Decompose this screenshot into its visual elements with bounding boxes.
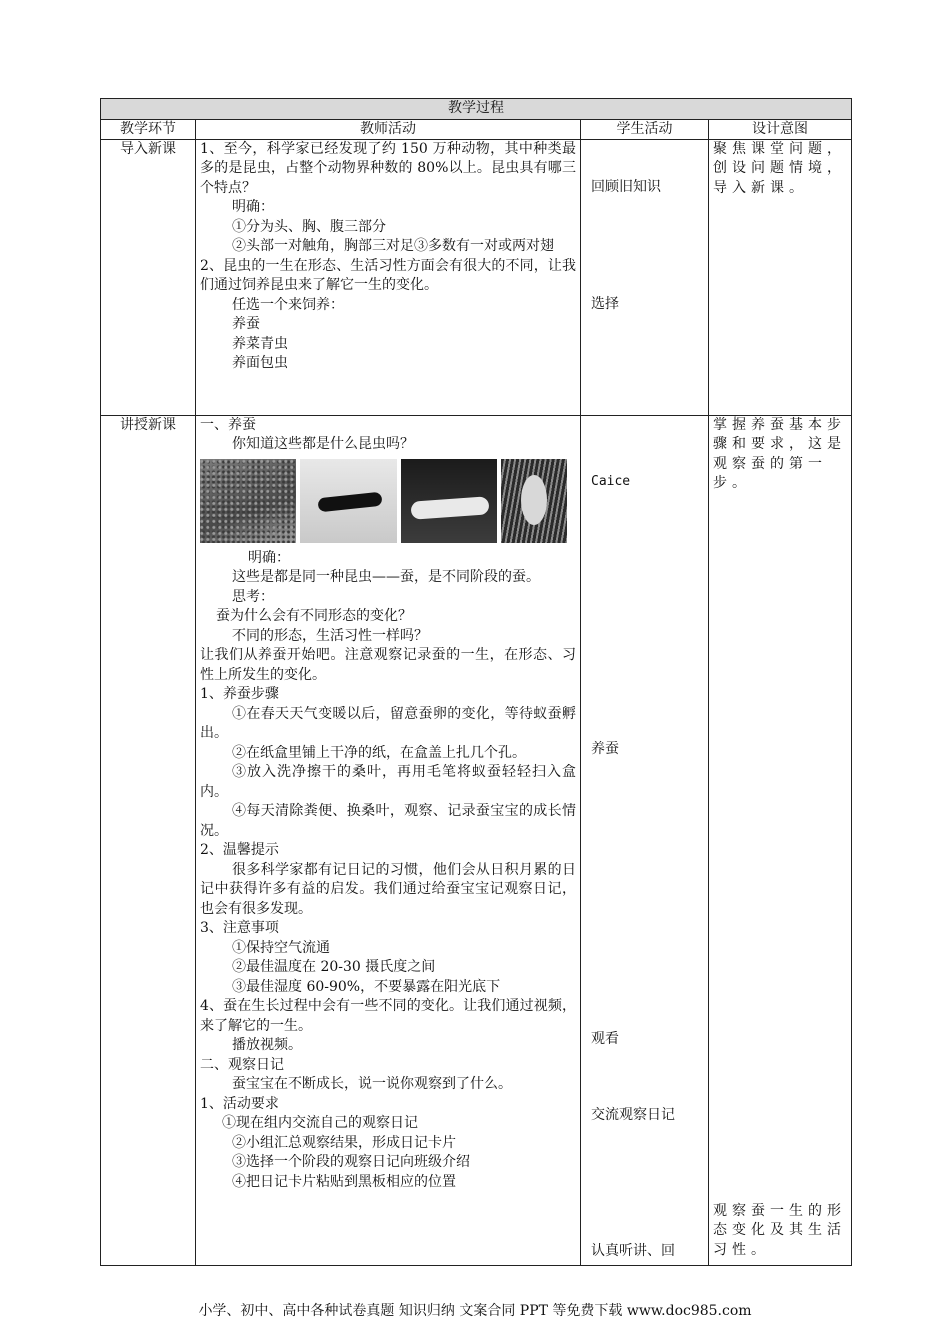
- teacher-text: ③选择一个阶段的观察日记向班级介绍: [232, 1154, 470, 1170]
- teacher-text: 让我们从养蚕开始吧。注意观察记录蚕的一生，在形态、习性上所发生的变化。: [200, 647, 576, 683]
- teacher-text: 1、养蚕步骤: [200, 686, 279, 702]
- teacher-text: 播放视频。: [232, 1037, 302, 1053]
- student-text: 养蚕: [591, 740, 619, 757]
- teacher-text: 很多科学家都有记日记的习惯，他们会从日积月累的日记中获得许多有益的启发。我们通过给蚕宝宝记观察日记，也会有很多发现。: [200, 861, 576, 917]
- student-text: 回顾旧知识: [591, 178, 661, 195]
- design-intent-cell: [709, 415, 852, 1265]
- teacher-text: 1、活动要求: [200, 1095, 279, 1112]
- teacher-text: 养蚕: [232, 316, 260, 332]
- header-design-intent: 设计意图: [709, 119, 852, 139]
- teacher-text: 明确：: [248, 549, 290, 566]
- header-stage: 教学环节: [101, 119, 196, 139]
- teacher-text: 养菜青虫: [232, 335, 288, 352]
- teacher-activity-cell: [196, 139, 581, 415]
- header-student-activity: 学生活动: [581, 119, 709, 139]
- table-row: [101, 415, 852, 1265]
- stage-cell: [101, 139, 196, 415]
- teacher-text: 不同的形态，生活习性一样吗？: [232, 627, 428, 644]
- teacher-text: 这些是都是同一种昆虫——蚕，是不同阶段的蚕。: [232, 569, 540, 585]
- stage-label: 导入新课: [120, 140, 176, 157]
- teacher-text: 1、至今，科学家已经发现了约 150 万种动物，其中种类最多的是昆虫，占整个动物界种数的 80%以上。昆虫具有哪三个特点？: [200, 140, 576, 196]
- silkworm-cocoon-photo: [501, 459, 567, 543]
- silkworm-eggs-photo: [200, 459, 296, 543]
- teacher-text: ②小组汇总观察结果，形成日记卡片: [232, 1134, 456, 1151]
- student-activity-cell: [581, 415, 709, 1265]
- teacher-text: ①现在组内交流自己的观察日记: [222, 1115, 418, 1131]
- table-caption: 教学过程: [101, 99, 852, 120]
- teacher-text: 你知道这些都是什么昆虫吗？: [232, 436, 414, 452]
- stage-cell: [101, 415, 196, 1265]
- silkworm-stage-photos: [200, 459, 576, 543]
- teacher-text: 明确：: [232, 199, 274, 215]
- teacher-text: ③放入洗净擦干的桑叶，再用毛笔将蚁蚕轻轻扫入盒内。: [200, 764, 576, 800]
- table-row: [101, 139, 852, 415]
- silkworm-larva-photo: [300, 459, 397, 543]
- teacher-text: 2、温馨提示: [200, 842, 279, 858]
- intent-text: 掌握养蚕基本步骤和要求，这是观察蚕的第一步。: [713, 416, 846, 491]
- teacher-text: ①在春天天气变暖以后，留意蚕卵的变化，等待蚁蚕孵出。: [200, 705, 576, 741]
- teacher-text: ①保持空气流通: [232, 939, 330, 956]
- teacher-text: 2、昆虫的一生在形态、生活习性方面会有很大的不同，让我们通过饲养昆虫来了解它一生的变化。: [200, 257, 576, 293]
- teacher-text: 二、观察日记: [200, 1056, 284, 1073]
- teacher-text: ②头部一对触角，胸部三对足③多数有一对或两对翅: [232, 238, 554, 254]
- teacher-text: ①分为头、胸、腹三部分: [232, 218, 386, 235]
- student-activity-cell: [581, 139, 709, 415]
- teacher-text: 养面包虫: [232, 355, 288, 371]
- header-teacher-activity: 教师活动: [196, 119, 581, 139]
- teacher-text: 4、蚕在生长过程中会有一些不同的变化。让我们通过视频，来了解它的一生。: [200, 998, 576, 1034]
- table-header-row: [101, 119, 852, 139]
- student-text: 认真听讲、回: [591, 1242, 675, 1259]
- teacher-text: ④把日记卡片粘贴到黑板相应的位置: [232, 1173, 456, 1190]
- teacher-text: ②在纸盒里铺上干净的纸，在盒盖上扎几个孔。: [232, 744, 526, 761]
- teacher-activity-cell: [196, 415, 581, 1265]
- teaching-process-table: [100, 98, 852, 1266]
- teacher-text: ③最佳湿度 60-90%，不要暴露在阳光底下: [232, 978, 501, 995]
- teacher-text: 3、注意事项: [200, 920, 279, 936]
- teacher-text: ②最佳温度在 20-30 摄氏度之间: [232, 959, 436, 975]
- teacher-text: 蚕宝宝在不断成长，说一说你观察到了什么。: [232, 1076, 512, 1092]
- intent-text: 聚焦课堂问题，创设问题情境，导入新课。: [713, 140, 846, 196]
- teacher-text: 蚕为什么会有不同形态的变化？: [216, 608, 412, 624]
- teacher-text: ④每天清除粪便、换桑叶，观察、记录蚕宝宝的成长情况。: [200, 803, 576, 839]
- student-text: 观看: [591, 1030, 619, 1047]
- design-intent-cell: [709, 139, 852, 415]
- teacher-text: 思考：: [232, 588, 274, 605]
- page-footer: 小学、初中、高中各种试卷真题 知识归纳 文案合同 PPT 等免费下载 www.doc985.com: [198, 1303, 752, 1319]
- intent-text: 观察蚕一生的形态变化及其生活习性。: [713, 1202, 846, 1258]
- student-text: 交流观察日记: [591, 1106, 675, 1123]
- silkworm-caterpillar-photo: [401, 459, 497, 543]
- student-text: Caice: [591, 473, 631, 489]
- student-text: 选择: [591, 295, 619, 312]
- teacher-text: 任选一个来饲养：: [232, 296, 344, 313]
- teacher-text: 一、养蚕: [200, 416, 256, 433]
- stage-label: 讲授新课: [120, 416, 176, 433]
